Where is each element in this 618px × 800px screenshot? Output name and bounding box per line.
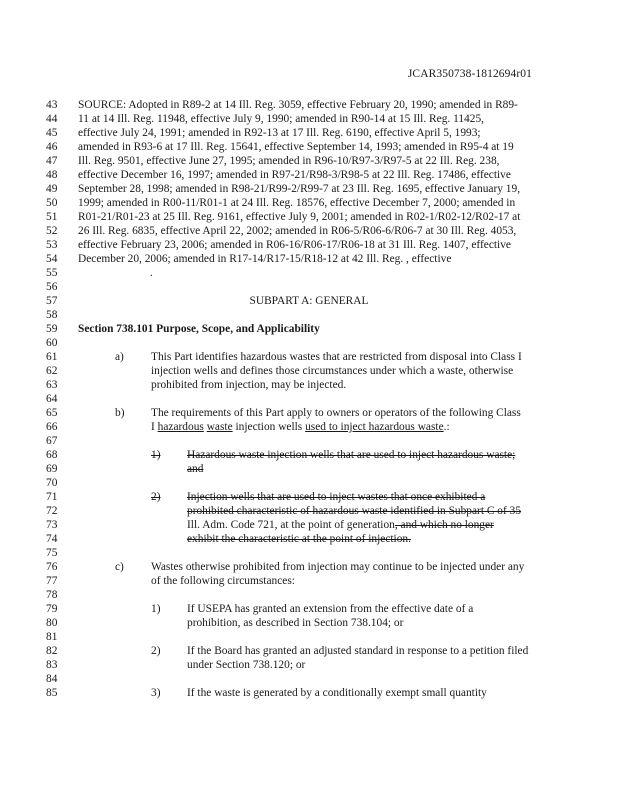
inserted-text: waste: [206, 421, 233, 433]
inserted-text: used to inject hazardous waste: [305, 421, 444, 433]
line-47: 47 Ill. Reg. 9501, effective June 27, 1995; amended in R96-10/R97-3/R97-5 at 22 Ill. Reg. 238,: [46, 155, 500, 167]
line-74: 74 exhibit the characteristic at the point of injection.: [46, 533, 411, 545]
line-68: 68 1) Hazardous waste injection wells that are used to inject hazardous waste;: [46, 449, 516, 461]
line-80: 80 prohibition, as described in Section 738.104; or: [46, 617, 404, 629]
deleted-text: prohibited characteristic of hazardous waste identified in Subpart C of 35: [187, 505, 522, 517]
line-61: 61 a) This Part identifies hazardous wastes that are restricted from disposal into Class I: [46, 351, 522, 363]
line-44: 44 11 at 14 Ill. Reg. 11948, effective July 9, 1990; amended in R90-14 at 15 Ill. Reg. 11425,: [46, 113, 484, 125]
line-64: 64: [46, 393, 58, 405]
line-79: 79 1) If USEPA has granted an extension from the effective date of a: [46, 603, 474, 615]
line-76: 76 c) Wastes otherwise prohibited from injection may continue to be injected under any: [46, 561, 525, 573]
inserted-text: hazardous: [157, 421, 204, 433]
line-82: 82 2) If the Board has granted an adjusted standard in response to a petition filed: [46, 645, 529, 657]
line-52: 52 26 Ill. Reg. 6835, effective April 22, 2002; amended in R06-5/R06-6/R06-7 at 30 Ill. Reg. 4053,: [46, 225, 517, 237]
deleted-text: Injection wells that are used to inject wastes that once exhibited a: [187, 491, 486, 503]
line-58: 58: [46, 309, 58, 321]
item-marker: b): [115, 407, 125, 419]
line-43: 43 SOURCE: Adopted in R89-2 at 14 Ill. Reg. 3059, effective February 20, 1990; amended in R89-: [46, 99, 518, 111]
line-54: 54 December 20, 2006; amended in R17-14/R17-15/R18-12 at 42 Ill. Reg. , effective: [46, 253, 452, 265]
line-78: 78: [46, 589, 58, 601]
line-50: 50 1999; amended in R00-11/R01-1 at 24 Ill. Reg. 18576, effective December 7, 2000; amended in: [46, 197, 516, 209]
line-71: 71 2) Injection wells that are used to inject wastes that once exhibited a: [46, 491, 486, 503]
line-51: 51 R01-21/R01-23 at 25 Ill. Reg. 9161, effective July 9, 2001; amended in R02-1/R02-12/R02-17 at: [46, 211, 521, 223]
line-72: 72 prohibited characteristic of hazardous waste identified in Subpart C of 35: [46, 505, 522, 517]
line-60: 60: [46, 337, 58, 349]
item-marker: a): [115, 351, 124, 363]
item-marker: 3): [151, 687, 161, 699]
line-56: 56: [46, 281, 58, 293]
item-marker: 1): [151, 603, 161, 615]
line-77: 77 of the following circumstances:: [46, 575, 295, 587]
deleted-text: , and which no longer: [394, 519, 494, 531]
item-marker: c): [115, 561, 124, 573]
item-marker: 2): [151, 645, 161, 657]
line-83: 83 under Section 738.120; or: [46, 659, 306, 671]
line-70: 70: [46, 477, 58, 489]
line-65: 65 b) The requirements of this Part apply to owners or operators of the following Class: [46, 407, 521, 419]
line-73: 73 Ill. Adm. Code 721, at the point of generation, and which no longer: [46, 519, 494, 531]
subpart-heading: SUBPART A: GENERAL: [249, 295, 369, 307]
line-81: 81: [46, 631, 58, 643]
section-heading: Section 738.101 Purpose, Scope, and Applicability: [78, 323, 320, 335]
line-67: 67: [46, 435, 58, 447]
line-55: 55 .: [46, 267, 153, 279]
line-59: 59 Section 738.101 Purpose, Scope, and Applicability: [46, 323, 320, 335]
line-49: 49 September 28, 1998; amended in R98-21/R99-2/R99-7 at 23 Ill. Reg. 1695, effective January 19,: [46, 183, 521, 195]
line-48: 48 effective December 16, 1997; amended in R97-21/R98-3/R98-5 at 22 Ill. Reg. 17486, effective: [46, 169, 511, 181]
line-46: 46 amended in R93-6 at 17 Ill. Reg. 15641, effective September 14, 1993; amended in R95-4 at 19: [46, 141, 514, 153]
line-69: 69 and: [46, 463, 204, 475]
line-84: 84: [46, 673, 58, 685]
line-45: 45 effective July 24, 1991; amended in R92-13 at 17 Ill. Reg. 6190, effective April 5, 1993;: [46, 127, 481, 139]
line-57: 57 SUBPART A: GENERAL: [0, 294, 618, 308]
item-marker: 2): [151, 491, 161, 503]
item-marker: 1): [151, 449, 161, 461]
line-85: 85 3) If the waste is generated by a conditionally exempt small quantity: [46, 687, 487, 699]
line-66: 66 I hazardous waste injection wells used to inject hazardous waste.:: [46, 421, 450, 433]
document-id: JCAR350738-1812694r01: [407, 68, 532, 80]
deleted-text: Hazardous waste injection wells that are used to inject hazardous waste;: [187, 449, 516, 461]
line-62: 62 injection wells and defines those circumstances under which a waste, otherwise: [46, 365, 514, 377]
line-75: 75: [46, 547, 58, 559]
deleted-text: exhibit the characteristic at the point of injection.: [187, 533, 411, 545]
deleted-text: and: [187, 463, 204, 475]
line-53: 53 effective February 23, 2006; amended in R06-16/R06-17/R06-18 at 31 Ill. Reg. 1407, effective: [46, 239, 511, 251]
line-63: 63 prohibited from injection, may be injected.: [46, 379, 347, 391]
